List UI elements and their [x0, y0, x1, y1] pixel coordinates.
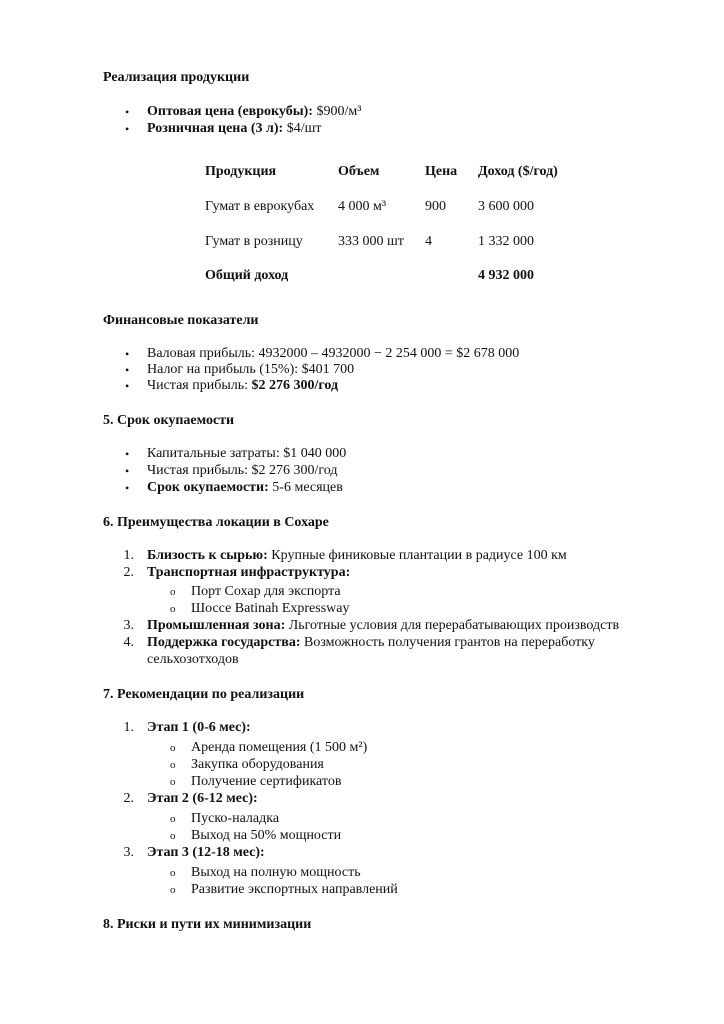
stage-sub-item: Развитие экспортных направлений: [191, 882, 398, 897]
stage-sub-item: Получение сертификатов: [191, 774, 342, 789]
sales-item-label: Розничная цена (3 л):: [147, 121, 284, 136]
financial-item-net: [147, 378, 338, 394]
list-number: 3.: [123, 618, 134, 633]
bullet-icon: •: [125, 122, 130, 136]
sales-item-retail: [147, 121, 321, 137]
location-item-government-continuation: сельхозотходов: [147, 652, 239, 667]
stage-sub-item: Выход на 50% мощности: [191, 828, 342, 843]
payback-item-capex: Капитальные затраты: $1 040 000: [147, 446, 347, 461]
stage-sub-item: Выход на полную мощность: [191, 865, 361, 880]
financial-net-value: $2 276 300/год: [251, 378, 339, 393]
sales-item-wholesale: [147, 104, 361, 120]
table-cell: 1 332 000: [478, 234, 534, 249]
sales-item-label: Оптовая цена (еврокубы):: [147, 104, 313, 119]
location-item-industrial: [147, 618, 619, 634]
payback-item-net: Чистая прибыль: $2 276 300/год: [147, 463, 338, 478]
location-item-text: Возможность получения грантов на переработку: [300, 635, 595, 650]
transport-sub-item: Шоссе Batinah Expressway: [191, 601, 350, 616]
sub-bullet-icon: o: [170, 813, 176, 825]
bullet-icon: •: [125, 481, 130, 495]
sub-bullet-icon: o: [170, 867, 176, 879]
location-item-label: Транспортная инфраструктура:: [147, 565, 351, 580]
location-item-text: Льготные условия для перерабатывающих производств: [285, 618, 620, 633]
stage-sub-item: Аренда помещения (1 500 м²): [191, 740, 368, 755]
list-number: 1.: [123, 548, 134, 563]
bullet-icon: •: [125, 464, 130, 478]
heading-location: 6. Преимущества локации в Сохаре: [103, 515, 329, 530]
financial-item-tax: Налог на прибыль (15%): $401 700: [147, 362, 355, 377]
location-item-transport: [147, 565, 350, 581]
bullet-icon: •: [125, 105, 130, 119]
table-cell: 900: [425, 199, 446, 214]
stage-3-label: Этап 3 (12-18 мес):: [147, 845, 265, 860]
table-header-product: Продукция: [205, 164, 277, 179]
table-header-volume: Объем: [338, 164, 380, 179]
payback-period-label: Срок окупаемости:: [147, 480, 269, 495]
location-item-label: Близость к сырью:: [147, 548, 268, 563]
financial-net-prefix: Чистая прибыль:: [147, 378, 252, 393]
heading-payback: 5. Срок окупаемости: [103, 413, 235, 428]
transport-sub-item: Порт Сохар для экспорта: [191, 584, 341, 599]
payback-item-period: [147, 480, 343, 496]
location-item-government: [147, 635, 595, 651]
stage-2-label: Этап 2 (6-12 мес):: [147, 791, 258, 806]
sub-bullet-icon: o: [170, 742, 176, 754]
sales-item-value: $4/шт: [283, 121, 322, 136]
table-header-price: Цена: [425, 164, 458, 179]
table-header-income: Доход ($/год): [478, 164, 558, 179]
list-number: 1.: [123, 720, 134, 735]
sales-item-value: $900/м³: [312, 104, 362, 119]
bullet-icon: •: [125, 447, 130, 461]
location-item-raw: [147, 548, 567, 564]
location-item-text: Крупные финиковые плантации в радиусе 100 км: [267, 548, 567, 563]
bullet-icon: •: [125, 379, 130, 393]
table-cell: 3 600 000: [478, 199, 534, 214]
list-number: 3.: [123, 845, 134, 860]
location-item-label: Поддержка государства:: [147, 635, 301, 650]
sub-bullet-icon: o: [170, 830, 176, 842]
sub-bullet-icon: o: [170, 776, 176, 788]
bullet-icon: •: [125, 363, 130, 377]
table-cell: Гумат в розницу: [205, 234, 303, 249]
stage-1-label: Этап 1 (0-6 мес):: [147, 720, 251, 735]
location-item-label: Промышленная зона:: [147, 618, 286, 633]
table-cell: 4 000 м³: [338, 199, 387, 214]
payback-period-value: 5-6 месяцев: [268, 480, 343, 495]
heading-risks: 8. Риски и пути их минимизации: [103, 917, 312, 932]
list-number: 2.: [123, 565, 134, 580]
sub-bullet-icon: o: [170, 586, 176, 598]
table-cell: Гумат в еврокубах: [205, 199, 315, 214]
sub-bullet-icon: o: [170, 759, 176, 771]
list-number: 4.: [123, 635, 134, 650]
sub-bullet-icon: o: [170, 603, 176, 615]
heading-financial: Финансовые показатели: [103, 313, 259, 328]
bullet-icon: •: [125, 347, 130, 361]
heading-sales: Реализация продукции: [103, 70, 250, 85]
table-total-value: 4 932 000: [478, 268, 534, 283]
table-total-label: Общий доход: [205, 268, 289, 283]
stage-sub-item: Закупка оборудования: [191, 757, 324, 772]
list-number: 2.: [123, 791, 134, 806]
table-cell: 4: [425, 234, 432, 249]
table-cell: 333 000 шт: [338, 234, 404, 249]
stage-sub-item: Пуско-наладка: [191, 811, 280, 826]
heading-recommendations: 7. Рекомендации по реализации: [103, 687, 305, 702]
sub-bullet-icon: o: [170, 884, 176, 896]
financial-item-gross: Валовая прибыль: 4932000 – 4932000 − 2 254 000 = $2 678 000: [147, 346, 520, 361]
